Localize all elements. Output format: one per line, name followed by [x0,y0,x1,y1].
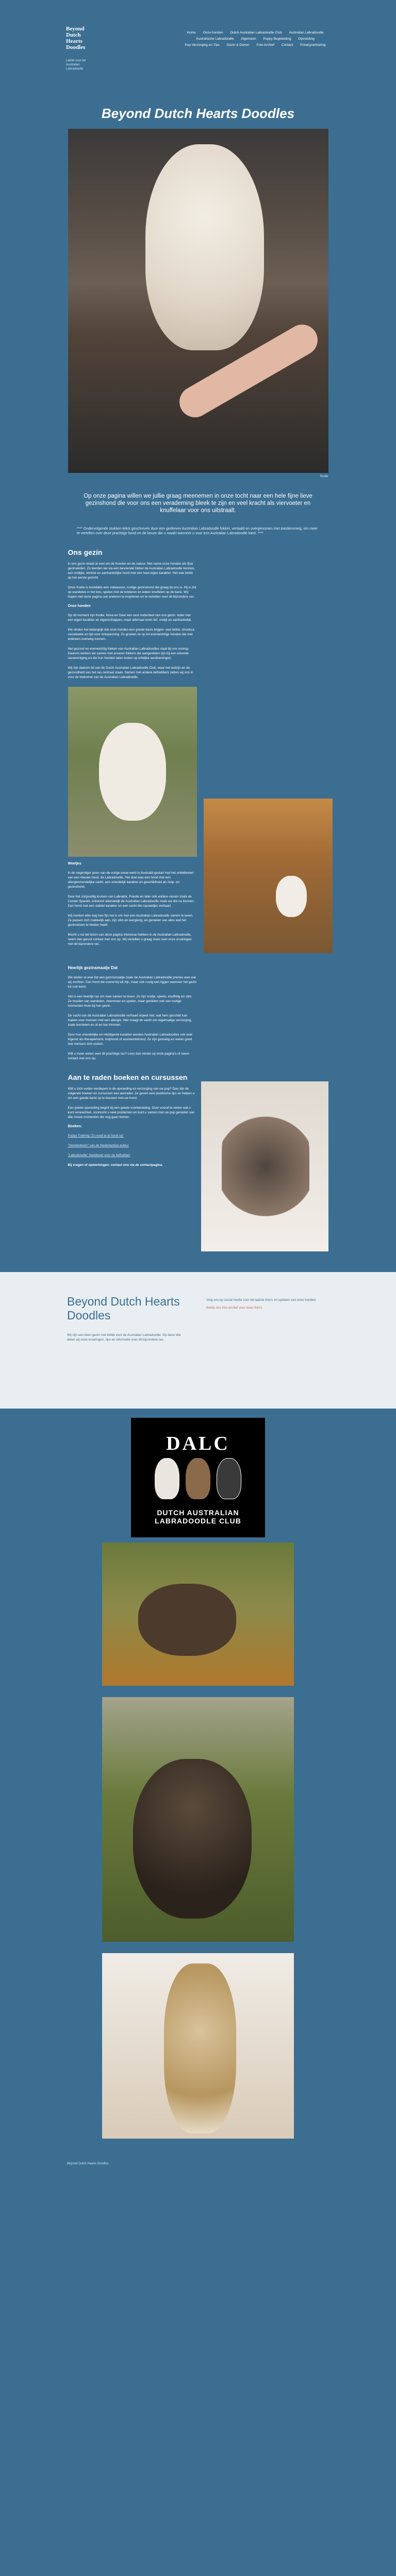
section2-column [68,970,197,1061]
nav-item-australische-labradoodle[interactable]: Australische Labradoodle [196,37,234,41]
paragraph: De vacht van de Australian Labradoodle verhaart vrijwel niet, wat hem geschikt kan maken voor mensen met een allergie. Wel vraagt de vacht om regelmatige verzorging, zoals borstelen en af en toe trimmen. [68,1014,192,1027]
dog-shape [133,1759,252,1919]
nav-item-opvoeding[interactable]: Opvoeding [298,37,315,41]
book-link-2[interactable]: "Hondenbrein" van de Nederlandse auteur [68,1144,129,1147]
paragraph: Wilt u zich verder verdiepen in de opvoeding en verzorging van uw pup? Dan zijn de volgende boeken en cursussen een aanrader. Ze geven veel praktische tips en helpen u om een goede band op te bouwen met uw hond. [68,1087,195,1100]
nav-item-dalc[interactable]: Dutch Australian Labradoodle Club [230,31,282,35]
footer-title: Beyond Dutch Hearts Doodles [67,1295,180,1322]
nav-item-puppy-begeleiding[interactable]: Puppy Begeleiding [263,37,291,41]
intro-quote: Op onze pagina willen we jullie graag meenemen in onze tocht naar een hele fijne lieve gezinshond die voor ons een verademing bleek te zijn en veel kracht als viervoeter en knuffelaar voor ons uitstraalt. [84,493,312,514]
footer-text: Wij zijn een klein gezin met liefde voor de Australian Labradoodle. Op deze site delen wij onze ervaringen, tips en informatie over dit bijzondere ras. [67,1333,181,1342]
hero-title: Beyond Dutch Hearts Doodles [101,106,295,121]
dog-shape [145,144,264,350]
dog-photo-garden [68,687,197,857]
copyright-text: Beyond Dutch Hearts Doodles [67,2162,109,2165]
subheading: Boeken: [68,1125,82,1128]
dalc-letters: DALC [166,1433,230,1454]
hero-dog-photo [68,129,328,473]
section-title-ons-gezin: Ons gezin [68,548,103,556]
illustration-shape [222,1097,309,1236]
paragraph: Een goede opvoeding begint bij een goede voorbereiding. Door vooraf te weten wat u kunt verwachten, voorkomt u veel problemen en kunt u samen met uw pup genieten van alle mooie momenten die nog gaan komen. [68,1106,195,1119]
site-header [0,0,396,121]
subheading: Onze honden [68,604,91,608]
paragraph: Wilt u meer weten over dit prachtige ras? Lees dan verder op onze pagina's of neem contact met ons op. [68,1052,189,1060]
dalc-name: DUTCH AUSTRALIAN LABRADOODLE CLUB [155,1509,241,1525]
dog-shape [164,1963,236,2133]
nav-item-australian-labradoodle[interactable]: Australian Labradoodle [289,31,324,35]
section-title-boeken: Aan te raden boeken en cursussen [68,1073,188,1081]
nav-item-algemeen[interactable]: Algemeen [241,37,256,41]
main-content [67,129,329,1251]
section1-block [68,556,328,953]
book-cover-illustration [201,1081,328,1251]
nav-item-privacy[interactable]: Privacyverklaring [300,43,326,47]
paragraph: In ons gezin draait al veel om de honden en de natuur. Met name onze honden als fijne gezinsleden. Zo leerden we via een bevriende fokker de Australian Labradoodle kennen, een vrolijke, slimme en aanhankelijke hond met een heel eigen karakter. Het was liefde op het eerste gezicht. [68,562,195,580]
dog-photo-cuddle [102,1953,294,2139]
book-link-3[interactable]: "Labradoodle" handboek voor de liefhebber [68,1154,130,1157]
logo-dog [186,1458,210,1499]
footer-right [206,1298,330,1310]
paragraph: Wij zijn daarom lid van de Dutch Australian Labradoodle Club, waar het welzijn en de gezondheid van het ras centraal staan. Samen met andere liefhebbers zetten wij ons in voor de toekomst van de Australian Labradoodle. [68,666,193,679]
paragraph: We wisten al snel dat een gezinsmaatje zoals de Australian Labradoodle precies was wat wij zochten. Een hond die overal bij wil zijn, maar ook rustig kan liggen wanneer het gezin tot rust komt. [68,976,197,989]
logo-dog [155,1458,179,1499]
dog-shape [138,1584,236,1656]
paragraph: Door het zorgvuldig kruisen van Labrador, Poedel en later ook andere rassen zoals de Cocker Spaniël, ontstond uiteindelijk de Australian Labradoodle zoals we die nu kennen. Een hond met een stabiel karakter en een vacht die nauwelijks verhaart. [68,895,195,908]
paragraph: In de negentiger jaren van de vorige eeuw werd in Australië gestart met het ontwikkelen van een nieuwe hond: de Labradoodle. Het doel was een hond met een allergievriendelijke vacht, een vriendelijk karakter en geschiktheid als hulp- en gezinshond. [68,871,194,889]
dog-photo-grass [102,1697,294,1942]
dog-photo-leaves [102,1543,294,1686]
paragraph: Het is een heerlijk ras om mee samen te leven. Ze zijn vrolijk, speels, knuffelig en slim. Ze houden van wandelen, zwemmen en spelen, maar genieten ook van rustige momenten thuis bij hun gezin. [68,995,192,1008]
site-tagline: Liefde voor de Australian Labradoodle [66,59,86,71]
bottom-bar [0,2139,396,2180]
paragraph: We vinden het belangrijk dat onze honden een goede basis krijgen: veel liefde, structuur, socialisatie en tijd voor ontspanning. Zo groeien ze op tot evenwichtige honden die met iedereen overweg kunnen. [68,628,195,641]
site-title[interactable]: Beyond Dutch Hearts Doodles [66,26,86,50]
book-link-1[interactable]: Puppy Training "Zo voed je je hond op" [68,1134,124,1138]
footer-link[interactable]: Bekijk ons foto archief voor meer foto's [206,1306,262,1310]
disclaimer-text: **** Ondervolgende stukken tekst geschreven door een gedreven Australian Labradoodle fokker, vertaald en overgenomen met toestemming, om meer te vertellen over deze prachtige hond en de keuze die u maakt wanneer u voor een Australian Labradoodle kiest. **** [77,527,318,535]
nav-item-onze-honden[interactable]: Onze honden [203,31,223,35]
footnote: Bij vragen of opmerkingen: contact ons via de contactpagina. [68,1163,163,1167]
section1-photo-column [200,556,328,953]
nav-item-gezin-dieren[interactable]: Gezin & Dieren [226,43,250,47]
paragraph: Op dit moment zijn Kodie, Nova en Saar een vast onderdeel van ons gezin. Ieder met een eigen karakter en eigenschappen, maar allemaal even lief, vrolijk en aanhankelijk. [68,614,192,622]
footer-section [0,1272,396,1409]
paragraph: Onze Kodie is inmiddels een volwassen, rustige gezinshond die graag bij ons is. Hij is dol op wandelen in het bos, spelen met de kinderen en lekker knuffelen op de bank. Wij hopen met deze pagina ook anderen te inspireren en te vertellen over dit bijzondere ras. [68,586,196,599]
hero-caption: Kodie [320,475,328,478]
section1-column [68,556,197,953]
section-title-gezinsmaatje: Heerlijk gezinsmaatje Dat [68,965,118,970]
paragraph: Door hun vriendelijke en intelligente karakter worden Australian Labradoodles ook veel ingezet als therapiehond, hulphond of assistentiehond. Ze zijn gevoelig en weten goed hoe mensen zich voelen. [68,1033,192,1046]
section3-column [68,1081,197,1251]
paragraph: Mocht u na het lezen van deze pagina interesse hebben in de Australian Labradoodle, neem dan gerust contact met ons op. Wij vertellen u graag meer over onze ervaringen met dit bijzondere ras. [68,933,192,946]
dog-shape [276,876,307,917]
footer-right-text: Volg ons op social media voor de laatste foto's en updates van onze honden. [206,1298,317,1302]
paragraph: Het gezond en evenwichtig fokken van Australian Labradoodles staat bij ons voorop. Daarom werken we samen met ervaren fokkers die aangesloten zijn bij een erkende rasvereniging en die hun honden laten testen op erfelijke aandoeningen. [68,647,189,660]
logo-dog [217,1458,241,1499]
dog-shape [99,723,166,821]
paragraph: Wij merken elke dag hoe fijn het is om met een Australian Labradoodle samen te leven. Ze passen zich makkelijk aan, zijn slim en leergierig, en genieten van alles wat het gezinsleven te bieden heeft. [68,914,193,927]
dog-photo-autumn [204,799,333,953]
logo-dogs [152,1458,244,1504]
subheading: Weetjes [68,862,81,866]
section3-block [68,1081,328,1251]
nav-item-pup-verzorging[interactable]: Pup Verzorging en Tips [185,43,220,47]
nav-item-contact[interactable]: Contact [281,43,293,47]
nav-item-home[interactable]: Home [187,31,196,35]
nav-item-foto-archief[interactable]: Foto Archief [256,43,275,47]
section2-block [68,970,328,1061]
dalc-club-logo[interactable] [131,1418,265,1537]
main-navigation [180,30,330,48]
